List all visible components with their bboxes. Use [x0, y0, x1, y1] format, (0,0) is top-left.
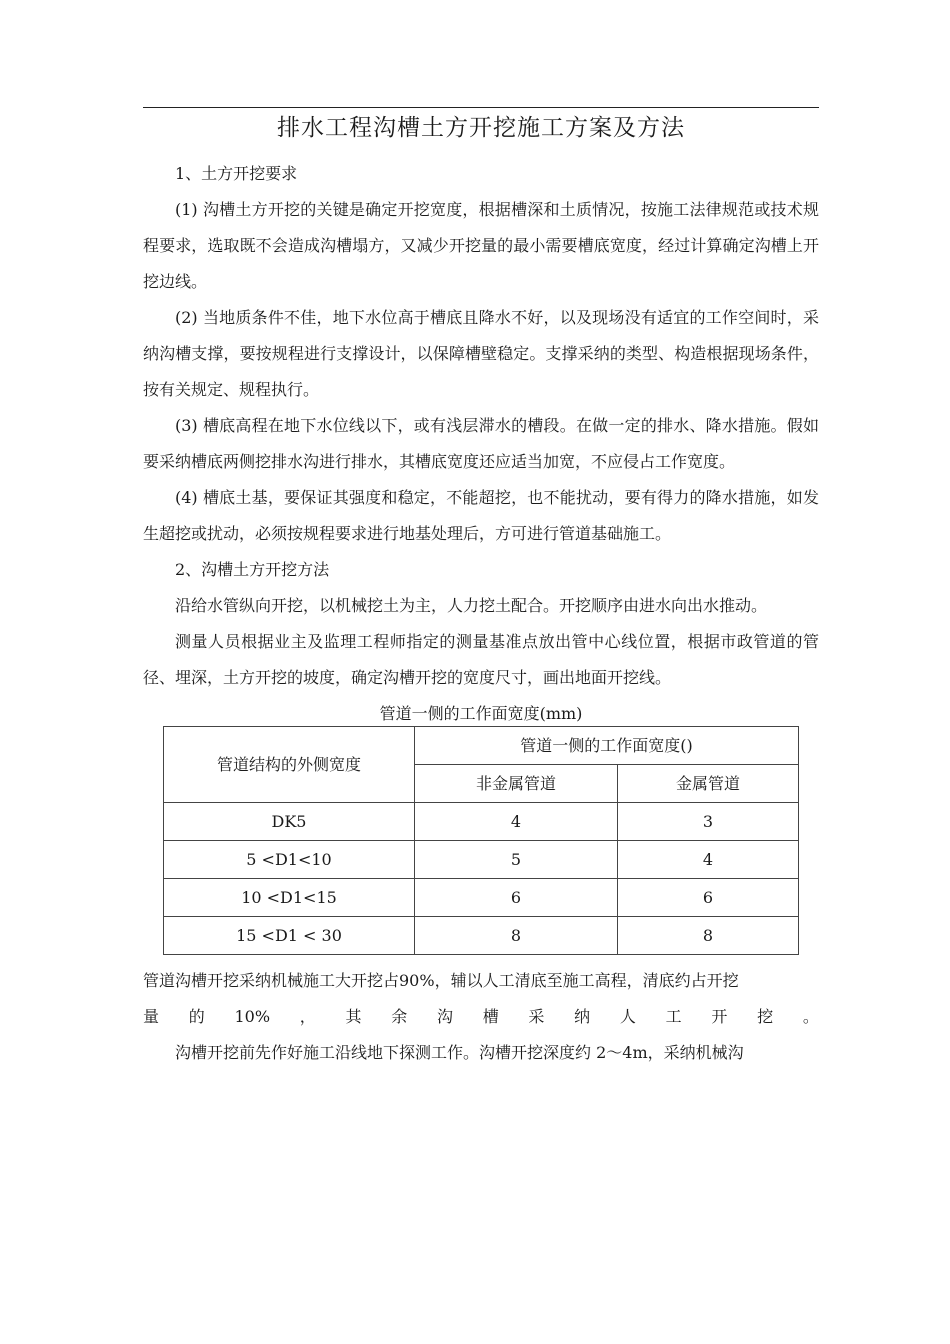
- paragraph-2: (2) 当地质条件不佳，地下水位高于槽底且降水不好，以及现场没有适宜的工作空间时，采纳沟槽支撑，要按规程进行支撑设计，以保障槽壁稳定。支撑采纳的类型、构造根据现场条件，按有关规定、规程执行。: [143, 308, 819, 399]
- cell-metal: 6: [618, 879, 799, 917]
- cell-range: DK5: [164, 803, 415, 841]
- p7-word: 的: [188, 1007, 205, 1026]
- table-header-row: [164, 727, 799, 765]
- paragraph-4: (4) 槽底土基，要保证其强度和稳定，不能超挖，也不能扰动，要有得力的降水措施，如发生超挖或扰动，必须按规程要求进行地基处理后，方可进行管道基础施工。: [143, 488, 819, 543]
- table-caption: 管道一侧的工作面宽度(mm): [379, 704, 583, 723]
- header-work-width: 管道一侧的工作面宽度(): [415, 727, 799, 765]
- cell-range: 15 <D1 < 30: [164, 917, 415, 955]
- p7-word: 量: [143, 1007, 160, 1026]
- p7-word: ，: [299, 1007, 316, 1026]
- table-row: [164, 841, 799, 879]
- cell-metal: 4: [618, 841, 799, 879]
- cell-metal: 3: [618, 803, 799, 841]
- p7-word: 工: [665, 1007, 682, 1026]
- table-row: [164, 917, 799, 955]
- section-1-heading: 1、土方开挖要求: [175, 164, 298, 183]
- p7-word: 10%: [234, 1007, 271, 1026]
- paragraph-6: 测量人员根据业主及监理工程师指定的测量基准点放出管中心线位置，根据市政管道的管径、埋深，土方开挖的坡度，确定沟槽开挖的宽度尺寸，画出地面开挖线。: [143, 632, 819, 687]
- table-row: [164, 879, 799, 917]
- header-metal: 金属管道: [618, 765, 799, 803]
- p7-word: 沟: [436, 1007, 453, 1026]
- cell-range: 10 <D1<15: [164, 879, 415, 917]
- cell-metal: 8: [618, 917, 799, 955]
- paragraph-1: (1) 沟槽土方开挖的关键是确定开挖宽度，根据槽深和土质情况，按施工法律规范或技术规程要求，选取既不会造成沟槽塌方，又减少开挖量的最小需要槽底宽度，经过计算确定沟槽上开挖边线。: [143, 200, 819, 291]
- p7-word: 人: [619, 1007, 636, 1026]
- cell-nonmetal: 5: [415, 841, 618, 879]
- paragraph-5: 沿给水管纵向开挖，以机械挖土为主，人力挖土配合。开挖顺序由进水向出水推动。: [175, 596, 768, 615]
- table-row: [164, 803, 799, 841]
- document-body: [143, 156, 819, 1071]
- p7-word: 开: [711, 1007, 728, 1026]
- p7-word: 余: [391, 1007, 408, 1026]
- cell-nonmetal: 8: [415, 917, 618, 955]
- paragraph-7-line-2: [143, 999, 819, 1035]
- p7-word: 纳: [574, 1007, 591, 1026]
- header-nonmetal: 非金属管道: [415, 765, 618, 803]
- p7-word: 槽: [482, 1007, 499, 1026]
- p7-word: 其: [345, 1007, 362, 1026]
- section-2-heading: 2、沟槽土方开挖方法: [175, 560, 330, 579]
- paragraph-3: (3) 槽底高程在地下水位线以下，或有浅层滞水的槽段。在做一定的排水、降水措施。假如要采纳槽底两侧挖排水沟进行排水，其槽底宽度还应适当加宽，不应侵占工作宽度。: [143, 416, 819, 471]
- header-rule: [143, 107, 819, 108]
- cell-nonmetal: 6: [415, 879, 618, 917]
- p7-word: 挖: [757, 1007, 774, 1026]
- p7-word: 采: [528, 1007, 545, 1026]
- header-outer-width: 管道结构的外侧宽度: [164, 727, 415, 803]
- cell-range: 5 <D1<10: [164, 841, 415, 879]
- p7-word: 。: [802, 1007, 819, 1026]
- paragraph-8: 沟槽开挖前先作好施工沿线地下探测工作。沟槽开挖深度约 2〜4m，采纳机械沟: [175, 1043, 744, 1062]
- paragraph-7-line-1: 管道沟槽开挖采纳机械施工大开挖占90%，辅以人工清底至施工高程，清底约占开挖: [143, 971, 739, 990]
- cell-nonmetal: 4: [415, 803, 618, 841]
- work-width-table: [163, 726, 799, 955]
- document-title: 排水工程沟槽土方开挖施工方案及方法: [277, 115, 685, 141]
